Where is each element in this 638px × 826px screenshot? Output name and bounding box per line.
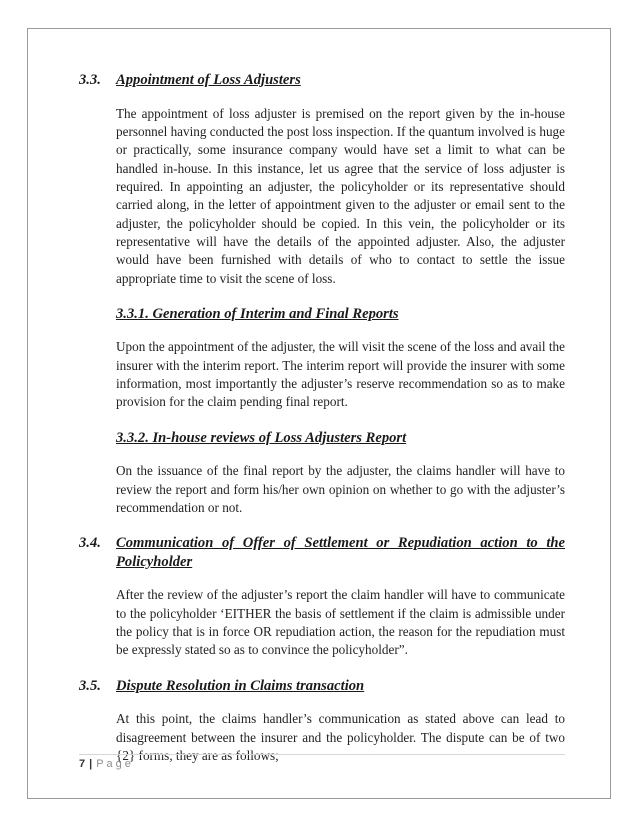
section-3-4-paragraph: After the review of the adjuster’s report the claim handler will have to communicate to the policyholder ‘EITHER the basis of settlement if the claim is admissible under the policy that is in force OR repudiation action, the reason for the repudiation must be expressly stated so as to convince the policyholder”. — [116, 587, 565, 658]
footer-separator: | — [89, 758, 93, 770]
section-number: 3.3. — [79, 72, 101, 88]
section-number: 3.5. — [79, 677, 101, 694]
section-3-3-2-heading: 3.3.2. In-house reviews of Loss Adjusters Report — [116, 429, 407, 446]
document-body — [79, 71, 565, 765]
section-3-5-heading — [79, 677, 565, 696]
footer-divider — [79, 754, 565, 755]
section-3-3-paragraph: The appointment of loss adjuster is premised on the report given by the in-house personnel having conducted the post loss inspection. If the quantum involved is huge or practically, some insurance company would have set a limit to what can be handled in-house. In this instance, let us agree that the service of loss adjuster is required. In appointing an adjuster, the policyholder or its representative should carried along, in the letter of appointment given to the adjuster or email sent to the adjuster, the policyholder should be copied. In this vein, the policyholder or its representative will have the details of the appointed adjuster. Also, the adjuster would have been furnished with details of who to contact to settle the issue appropriate time to visit the scene of loss. — [116, 105, 565, 286]
section-3-3-1-paragraph: Upon the appointment of the adjuster, the will visit the scene of the loss and avail the insurer with the interim report. The interim report will provide the insurer with some information, most importantly the adjuster’s reserve recommendation so as to make provision for the claim pending final report. — [116, 339, 565, 410]
section-title: Dispute Resolution in Claims transaction — [116, 677, 365, 694]
page-number: 7 — [79, 758, 86, 770]
section-title: Communication of Offer of Settlement or Repudiation action to the Policyholder — [116, 535, 565, 570]
section-3-3-1-heading: 3.3.1. Generation of Interim and Final Reports — [116, 305, 399, 322]
section-3-3-heading — [79, 71, 565, 90]
section-title: Appointment of Loss Adjusters — [116, 72, 301, 88]
section-3-5-paragraph: At this point, the claims handler’s communication as stated above can lead to disagreement between the insurer and the policyholder. The dispute can be of two {2} forms, they are as follows; — [116, 711, 565, 763]
section-3-4-heading — [79, 534, 565, 571]
page-label: Page — [96, 758, 134, 770]
section-number: 3.4. — [79, 535, 101, 552]
section-3-3-2-paragraph: On the issuance of the final report by the adjuster, the claims handler will have to review the report and form his/her own opinion on whether to go with the adjuster’s recommendation or not. — [116, 463, 565, 515]
page-footer — [79, 758, 134, 770]
